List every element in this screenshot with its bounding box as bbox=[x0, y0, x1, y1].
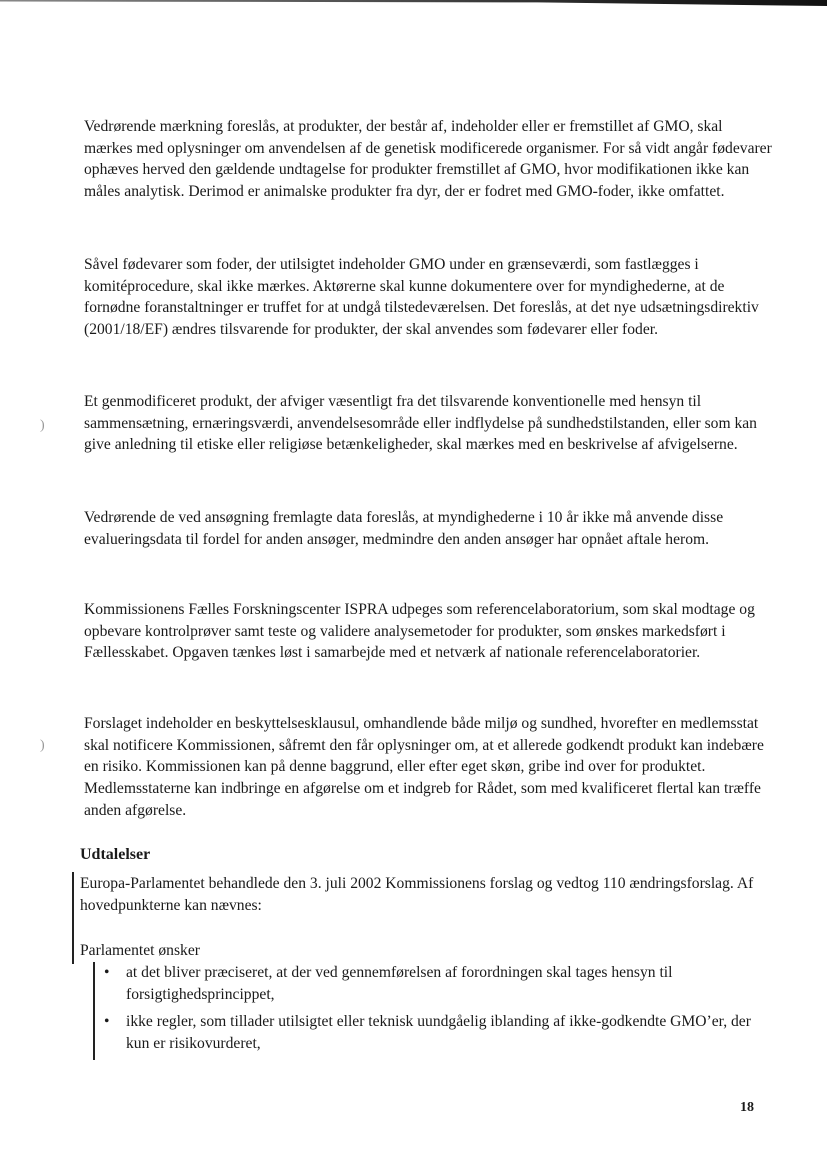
paragraph-labeling: Vedrørende mærkning foreslås, at produkter, der består af, indeholder eller er fremstillet af GMO, skal mærkes med oplysninger om anvendelsen af de genetisk modificerede organismer. For så vidt angår fødevarer ophæves herved den gældende undtagelse for produkter fremstillet af GMO, hvor modifikationen ikke kan måles analytisk. Derimod er animalske produkter fra dyr, der er fodret med GMO-foder, ikke omfattet. bbox=[84, 118, 772, 201]
page-number: 18 bbox=[740, 1100, 754, 1115]
bullet-icon: • bbox=[104, 964, 110, 981]
paragraph-reference-lab: Kommissionens Fælles Forskningscenter ISPRA udpeges som referencelaboratorium, som skal modtage og opbevare kontrolprøver samt teste og validere analysemetoder for produkter, som ønskes markedsført i Fællesskabet. Opgaven tænkes løst i samarbejde med et netværk af nationale referencelaboratorier. bbox=[84, 601, 755, 662]
paragraph-safeguard: Forslaget indeholder en beskyttelsesklausul, omhandlende både miljø og sundhed, hvorefter en medlemsstat skal notificere Kommissionen, såfremt den får oplysninger om, at et allerede godkendt produkt kan indebære en risiko. Kommissionen kan på denne baggrund, eller efter eget skøn, gribe ind over for produktet. Medlemsstaterne kan indbringe en afgørelse om et indgreb for Rådet, som med kvalificeret flertal kan træffe anden afgørelse. bbox=[84, 715, 764, 819]
scan-mark-icon: ) bbox=[40, 738, 45, 753]
revision-bar bbox=[72, 872, 74, 964]
list-item bbox=[104, 962, 764, 1005]
section-heading: Udtalelser bbox=[80, 846, 151, 863]
bullet-icon: • bbox=[104, 1013, 110, 1031]
list-item-text: ikke regler, som tillader utilsigtet eller teknisk uundgåelig iblanding af ikke-godkendte GMO’er, der kun er risikovurderet, bbox=[126, 1013, 751, 1053]
section-lead: Parlamentet ønsker bbox=[80, 942, 200, 959]
bullet-list bbox=[104, 962, 764, 1061]
scan-mark-icon: ) bbox=[40, 418, 45, 433]
revision-bar-bullets bbox=[93, 962, 95, 1060]
list-item bbox=[104, 1011, 764, 1054]
list-item-text: at det bliver præciseret, at der ved gennemførelsen af forordningen skal tages hensyn til forsigtighedsprincippet, bbox=[126, 964, 673, 1003]
section-intro: Europa-Parlamentet behandlede den 3. juli 2002 Kommissionens forslag og vedtog 110 ændringsforslag. Af hovedpunkterne kan nævnes: bbox=[80, 875, 754, 914]
paragraph-data-protection: Vedrørende de ved ansøgning fremlagte data foreslås, at myndighederne i 10 år ikke må anvende disse evalueringsdata til fordel for anden ansøger, medmindre den anden ansøger har opnået aftale herom. bbox=[84, 509, 724, 548]
paragraph-deviation: Et genmodificeret produkt, der afviger væsentligt fra det tilsvarende konventionelle med hensyn til sammensætning, ernæringsværdi, anvendelsesområde eller indflydelse på sundhedstilstanden, eller som kan give anledning til etiske eller religiøse betænkeligheder, skal mærkes med en beskrivelse af afvigelserne. bbox=[84, 393, 757, 454]
paragraph-threshold: Såvel fødevarer som foder, der utilsigtet indeholder GMO under en grænseværdi, som fastlægges i komitéprocedure, skal ikke mærkes. Aktørerne skal kunne dokumentere over for myndighederne, at de fornødne foranstaltninger er truffet for at undgå tilstedeværelsen. Det foreslås, at det nye udsætningsdirektiv (2001/18/EF) ændres tilsvarende for produkter, der skal anvendes som fødevarer eller foder. bbox=[84, 256, 759, 339]
